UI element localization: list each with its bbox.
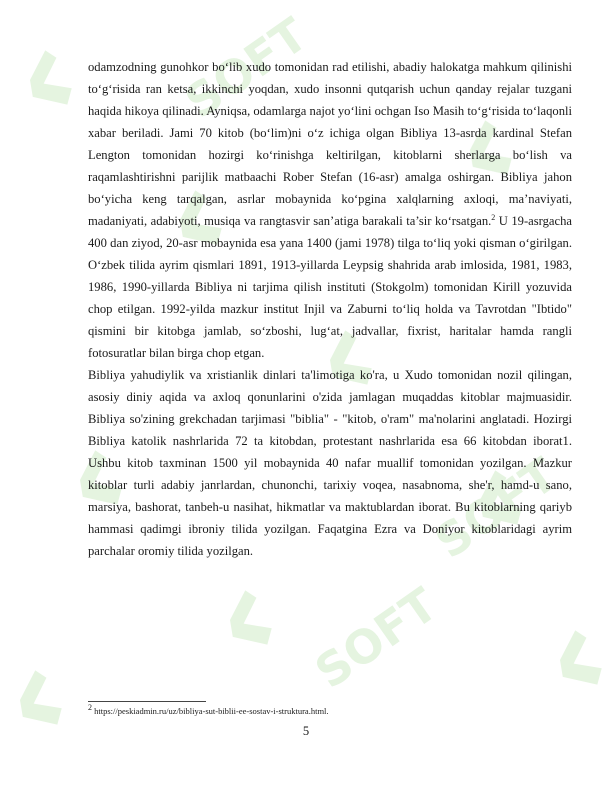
paragraph-1-text-continued: U 19-asrgacha 400 dan ziyod, 20-asr mobaynida esa yana 1400 (jami 1978) tilga to‘liq yoki qisman o‘girilgan. O‘zbek tilida ayrim qismlari 1891, 1913-yillarda Leypsig shahrida arab imlosida, 1981, 1983, 1986, 1990-yillarda Bibliya ni tarjima qilish instituti (Stokgolm) tomonidan Kirill yozuvida chop etilgan. 1992-yilda mazkur institut Injil va Zaburni to‘liq holda va Tavrotdan "Ibtido" qismini bir kitobga jamlab, so‘zboshi, lug‘at, jadvallar, fixrist, haritalar hamda rangli fotosuratlar bilan birga chop etgan.	[88, 214, 572, 360]
footnote-divider	[88, 701, 206, 702]
paragraph-2: Bibliya yahudiylik va xristianlik dinlari ta'limotiga ko'ra, u Xudo tomonidan nozil qilingan, asosiy diniy aqida va axloq qonunlarini o'zida jamlagan muqaddas kitoblar majmuasidir. Bibliya so'zining grekchadan tarjimasi "biblia" - "kitob, o'ram" ma'nolarini anglatadi. Hozirgi Bibliya katolik nashrlarida 72 ta kitobdan, protestant nashrlarida esa 66 kitobdan iborat1. Ushbu kitob taxminan 1500 yil mobaynida 40 nafar muallif tomonidan yozilgan. Mazkur kitoblar turli adabiy janrlardan, chunonchi, tarixiy voqea, nasabnoma, she'r, hamd-u sano, marsiya, bashorat, tanbeh-u nasihat, hikmatlar va maktublardan iborat. Bu kitoblarning qariyb hammasi qadimgi ibroniy tilida yozilgan. Faqatgina Ezra va Doniyor kitoblaridagi ayrim parchalar oromiy tilida yozilgan.	[88, 368, 572, 558]
page-number: 5	[302, 724, 310, 738]
watermark-logo-icon	[16, 47, 80, 117]
paragraph-1-text: odamzodning gunohkor bo‘lib xudo tomonidan rad etilishi, abadiy halokatga mahkum qilinishi to‘g‘risida ran ketsa, ikkinchi yoqdan, xudo insonni qutqarish uchun qanday rejalar tuzgani haqida hikoya qilinadi. Ayniqsa, odamlarga najot yo‘lini ochgan Iso Masih to‘g‘risida to‘laqonli xabar beriladi. Jami 70 kitob (bo‘lim)ni o‘z ichiga olgan Bibliya 13-asrda kardinal Stefan Lengton tomonidan hozirgi ko‘rinishga keltirilgan, kitoblarni sherlarga bo‘lish va raqamlashtirishni parijlik matbaachi Rober Stefan (16-asr) amalga oshirgan. Bibliya jahon bo‘yicha keng tarqalgan, asrlar mobaynida ko‘pgina xalqlarning axloqi, ma’naviyati, madaniyati, adabiyoti, musiqa va rangtasvir san’atiga barakali ta’sir ko‘rsatgan.	[88, 60, 572, 228]
watermark-text: SOFT	[175, 7, 317, 130]
footnote	[88, 703, 572, 717]
watermark-logo-icon	[216, 587, 280, 657]
footnote-reference[interactable]: 2	[491, 212, 496, 222]
watermark-logo-icon	[546, 627, 610, 697]
paragraph-1	[88, 56, 572, 364]
footnote-mark: 2	[88, 703, 92, 713]
document-body	[88, 56, 572, 562]
watermark-text: SOFT	[425, 447, 567, 570]
footnote-link[interactable]: https://peskiadmin.ru/uz/bibliya-sut-biblii-ee-sostav-i-struktura.html.	[92, 706, 329, 716]
watermark-text: SOFT	[305, 577, 447, 700]
